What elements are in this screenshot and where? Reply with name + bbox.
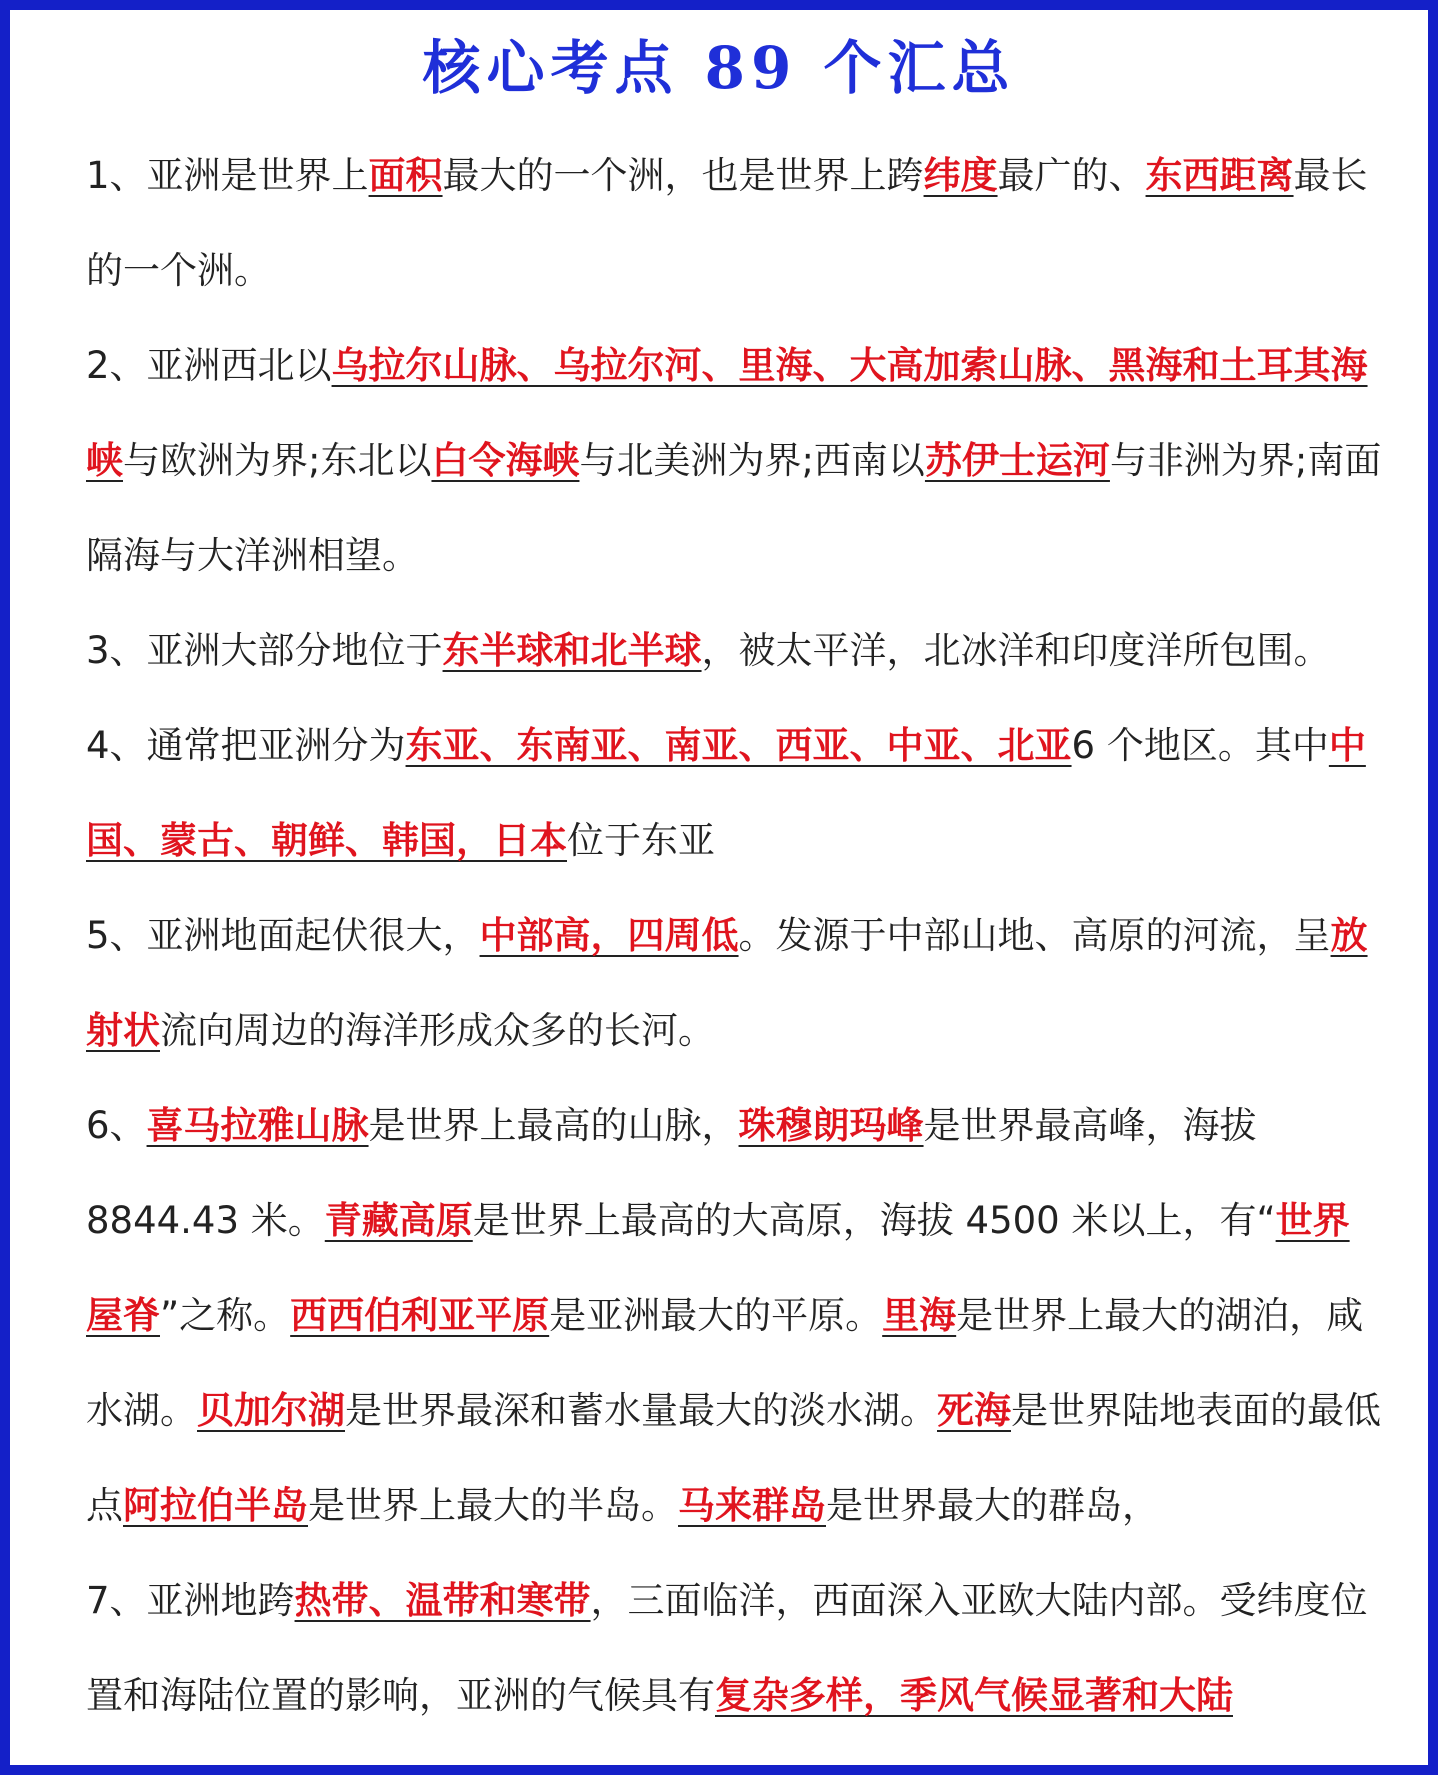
text-segment: 4、通常把亚洲分为 xyxy=(86,724,406,767)
text-segment: 与欧洲为界;东北以 xyxy=(123,439,432,482)
text-segment: 是亚洲最大的平原。 xyxy=(549,1294,883,1337)
highlight-term: 面积 xyxy=(368,154,443,197)
highlight-term: 死海 xyxy=(937,1389,1011,1432)
text-segment: ，三面临洋，西面深入亚欧大陆内部。受纬度位置和海陆位置的影响，亚洲的气候具有 xyxy=(86,1579,1368,1717)
text-segment: 7、亚洲地跨 xyxy=(86,1579,295,1622)
text-segment: ”之称。 xyxy=(160,1294,291,1337)
highlight-term: 西西伯利亚平原 xyxy=(290,1294,550,1337)
text-segment: 2、亚洲西北以 xyxy=(86,344,332,387)
text-segment: 是世界陆地表面的最低点 xyxy=(86,1389,1381,1527)
point-4 xyxy=(86,698,1386,888)
page-title: 核心考点 89 个汇总 xyxy=(422,34,1016,102)
text-segment: 6、 xyxy=(86,1104,147,1147)
highlight-term: 纬度 xyxy=(923,154,998,197)
text-segment: 是世界最高峰，海拔 8844.43 米。 xyxy=(86,1104,1257,1242)
text-segment: 是世界上最高的山脉， xyxy=(368,1104,739,1147)
text-segment: 与北美洲为界;西南以 xyxy=(579,439,925,482)
point-7 xyxy=(86,1553,1386,1743)
text-segment: 5、亚洲地面起伏很大， xyxy=(86,914,480,957)
text-segment: 1、亚洲是世界上 xyxy=(86,154,369,197)
highlight-term: 东亚、东南亚、南亚、西亚、中亚、北亚 xyxy=(405,724,1072,767)
highlight-term: 青藏高原 xyxy=(324,1199,473,1242)
highlight-term: 东西距离 xyxy=(1145,154,1294,197)
highlight-term: 东半球和北半球 xyxy=(442,629,702,672)
highlight-term: 复杂多样，季风气候显著和大陆 xyxy=(715,1674,1233,1717)
text-segment: 是世界最大的群岛， xyxy=(826,1484,1159,1527)
text-segment: 6 个地区。其中 xyxy=(1071,724,1329,767)
highlight-term: 苏伊士运河 xyxy=(924,439,1110,482)
content-body xyxy=(86,128,1386,1743)
point-1 xyxy=(86,128,1386,318)
highlight-term: 阿拉伯半岛 xyxy=(123,1484,308,1527)
highlight-term: 白令海峡 xyxy=(431,439,580,482)
point-3 xyxy=(86,603,1386,698)
text-segment: 。发源于中部山地、高原的河流，呈 xyxy=(738,914,1331,957)
text-segment: 位于东亚 xyxy=(567,819,715,862)
text-segment: 3、亚洲大部分地位于 xyxy=(86,629,443,672)
text-segment: 流向周边的海洋形成众多的长河。 xyxy=(160,1009,715,1052)
highlight-term: 乌拉尔山脉、乌拉尔河、里海、大高加索山脉、黑海和土耳其海峡 xyxy=(86,344,1368,482)
highlight-term: 世界屋脊 xyxy=(86,1199,1350,1337)
text-segment: 是世界最深和蓄水量最大的淡水湖。 xyxy=(345,1389,937,1432)
text-segment: ，被太平洋，北冰洋和印度洋所包围。 xyxy=(701,629,1331,672)
point-2 xyxy=(86,318,1386,603)
text-segment: 与非洲为界;南面隔海与大洋洲相望。 xyxy=(86,439,1382,577)
point-5 xyxy=(86,888,1386,1078)
highlight-term: 中部高，四周低 xyxy=(479,914,739,957)
highlight-term: 里海 xyxy=(882,1294,957,1337)
text-segment: 是世界上最大的湖泊，咸水湖。 xyxy=(86,1294,1364,1432)
text-segment: 是世界上最高的大高原，海拔 4500 米以上，有“ xyxy=(472,1199,1276,1242)
text-segment: 最长的一个洲。 xyxy=(86,154,1368,292)
highlight-term: 喜马拉雅山脉 xyxy=(146,1104,369,1147)
point-6 xyxy=(86,1078,1386,1553)
highlight-term: 马来群岛 xyxy=(678,1484,826,1527)
text-segment: 最广的、 xyxy=(997,154,1146,197)
highlight-term: 热带、温带和寒带 xyxy=(294,1579,591,1622)
highlight-term: 中国、蒙古、朝鲜、韩国，日本 xyxy=(86,724,1366,862)
text-segment: 是世界上最大的半岛。 xyxy=(308,1484,678,1527)
highlight-term: 放射状 xyxy=(86,914,1368,1052)
page-frame xyxy=(10,10,1428,1765)
highlight-term: 贝加尔湖 xyxy=(197,1389,345,1432)
highlight-term: 珠穆朗玛峰 xyxy=(738,1104,924,1147)
text-segment: 最大的一个洲，也是世界上跨 xyxy=(442,154,924,197)
